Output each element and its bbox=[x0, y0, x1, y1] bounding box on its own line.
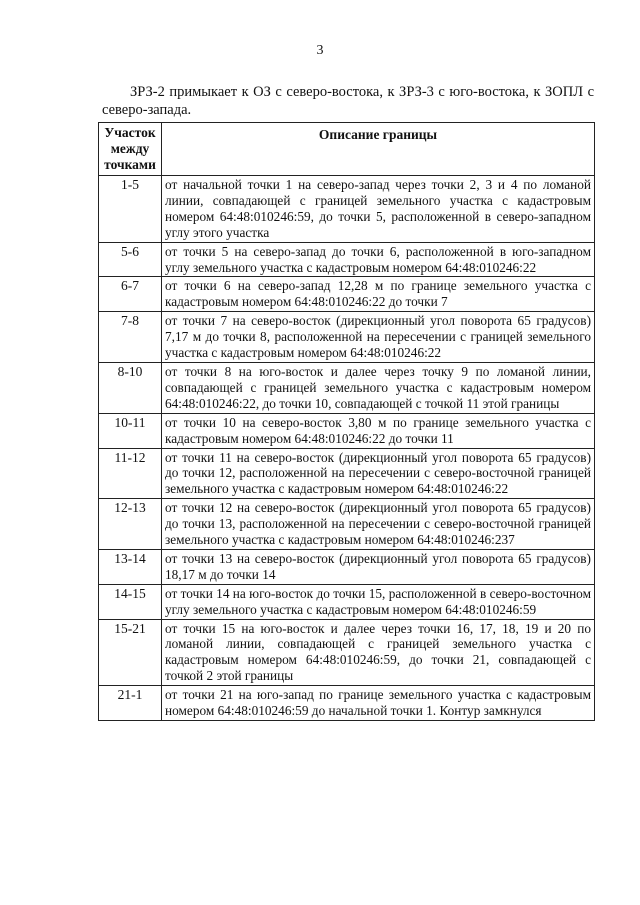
segment-cell: 10-11 bbox=[99, 413, 162, 448]
segment-cell: 6-7 bbox=[99, 277, 162, 312]
intro-paragraph: ЗРЗ-2 примыкает к ОЗ с северо-востока, к ЗРЗ-3 с юго-востока, к ЗОПЛ с северо-запада. bbox=[102, 83, 594, 118]
segment-cell: 11-12 bbox=[99, 448, 162, 499]
description-cell: от начальной точки 1 на северо-запад через точки 2, 3 и 4 по ломаной линии, совпадающей с границей земельного участка с кадастровым номером 64:48:010246:59, до точки 5, расположенной в северо-западном углу этого участка bbox=[162, 176, 595, 243]
segment-cell: 7-8 bbox=[99, 312, 162, 363]
table-row bbox=[99, 549, 595, 584]
description-cell: от точки 12 на северо-восток (дирекционный угол поворота 65 градусов) до точки 13, расположенной на пересечении с северо-восточной границей земельного участка с кадастровым номером 64:48:010246:237 bbox=[162, 499, 595, 550]
description-cell: от точки 21 на юго-запад по границе земельного участка с кадастровым номером 64:48:010246:59 до начальной точки 1. Контур замкнулся bbox=[162, 686, 595, 721]
table-header-row bbox=[99, 123, 595, 176]
segment-cell: 1-5 bbox=[99, 176, 162, 243]
description-cell: от точки 14 на юго-восток до точки 15, расположенной в северо-восточном углу земельного участка с кадастровым номером 64:48:010246:59 bbox=[162, 584, 595, 619]
description-cell: от точки 10 на северо-восток 3,80 м по границе земельного участка с кадастровым номером 64:48:010246:22 до точки 11 bbox=[162, 413, 595, 448]
header-description: Описание границы bbox=[162, 123, 595, 176]
table-row bbox=[99, 584, 595, 619]
table-row bbox=[99, 499, 595, 550]
description-cell: от точки 6 на северо-запад 12,28 м по границе земельного участка с кадастровым номером 64:48:010246:22 до точки 7 bbox=[162, 277, 595, 312]
table-row bbox=[99, 242, 595, 277]
segment-cell: 14-15 bbox=[99, 584, 162, 619]
description-cell: от точки 15 на юго-восток и далее через точки 16, 17, 18, 19 и 20 по ломаной линии, совпадающей с границей земельного участка с кадастровым номером 64:48:010246:59, до точки 21, совпадающей с точкой 2 этой границы bbox=[162, 619, 595, 686]
segment-cell: 5-6 bbox=[99, 242, 162, 277]
header-segment: Участок между точками bbox=[99, 123, 162, 176]
boundary-table bbox=[98, 122, 595, 721]
segment-cell: 8-10 bbox=[99, 362, 162, 413]
segment-cell: 12-13 bbox=[99, 499, 162, 550]
segment-cell: 21-1 bbox=[99, 686, 162, 721]
table-row bbox=[99, 686, 595, 721]
table-row bbox=[99, 312, 595, 363]
page-number: 3 bbox=[316, 43, 324, 58]
table-row bbox=[99, 176, 595, 243]
description-cell: от точки 11 на северо-восток (дирекционный угол поворота 65 градусов) до точки 12, расположенной на пересечении с северо-восточной границей земельного участка с кадастровым номером 64:48:010246:22 bbox=[162, 448, 595, 499]
table-row bbox=[99, 277, 595, 312]
description-cell: от точки 5 на северо-запад до точки 6, расположенной в юго-западном углу земельного участка с кадастровым номером 64:48:010246:22 bbox=[162, 242, 595, 277]
segment-cell: 15-21 bbox=[99, 619, 162, 686]
table-row bbox=[99, 619, 595, 686]
description-cell: от точки 13 на северо-восток (дирекционный угол поворота 65 градусов) 18,17 м до точки 14 bbox=[162, 549, 595, 584]
description-cell: от точки 8 на юго-восток и далее через точку 9 по ломаной линии, совпадающей с границей земельного участка с кадастровым номером 64:48:010246:22, до точки 10, совпадающей с точкой 11 этой границы bbox=[162, 362, 595, 413]
description-cell: от точки 7 на северо-восток (дирекционный угол поворота 65 градусов) 7,17 м до точки 8, расположенной на пересечении с границей земельного участка с кадастровым номером 64:48:010246:22 bbox=[162, 312, 595, 363]
table-row bbox=[99, 362, 595, 413]
table-row bbox=[99, 413, 595, 448]
segment-cell: 13-14 bbox=[99, 549, 162, 584]
table-row bbox=[99, 448, 595, 499]
